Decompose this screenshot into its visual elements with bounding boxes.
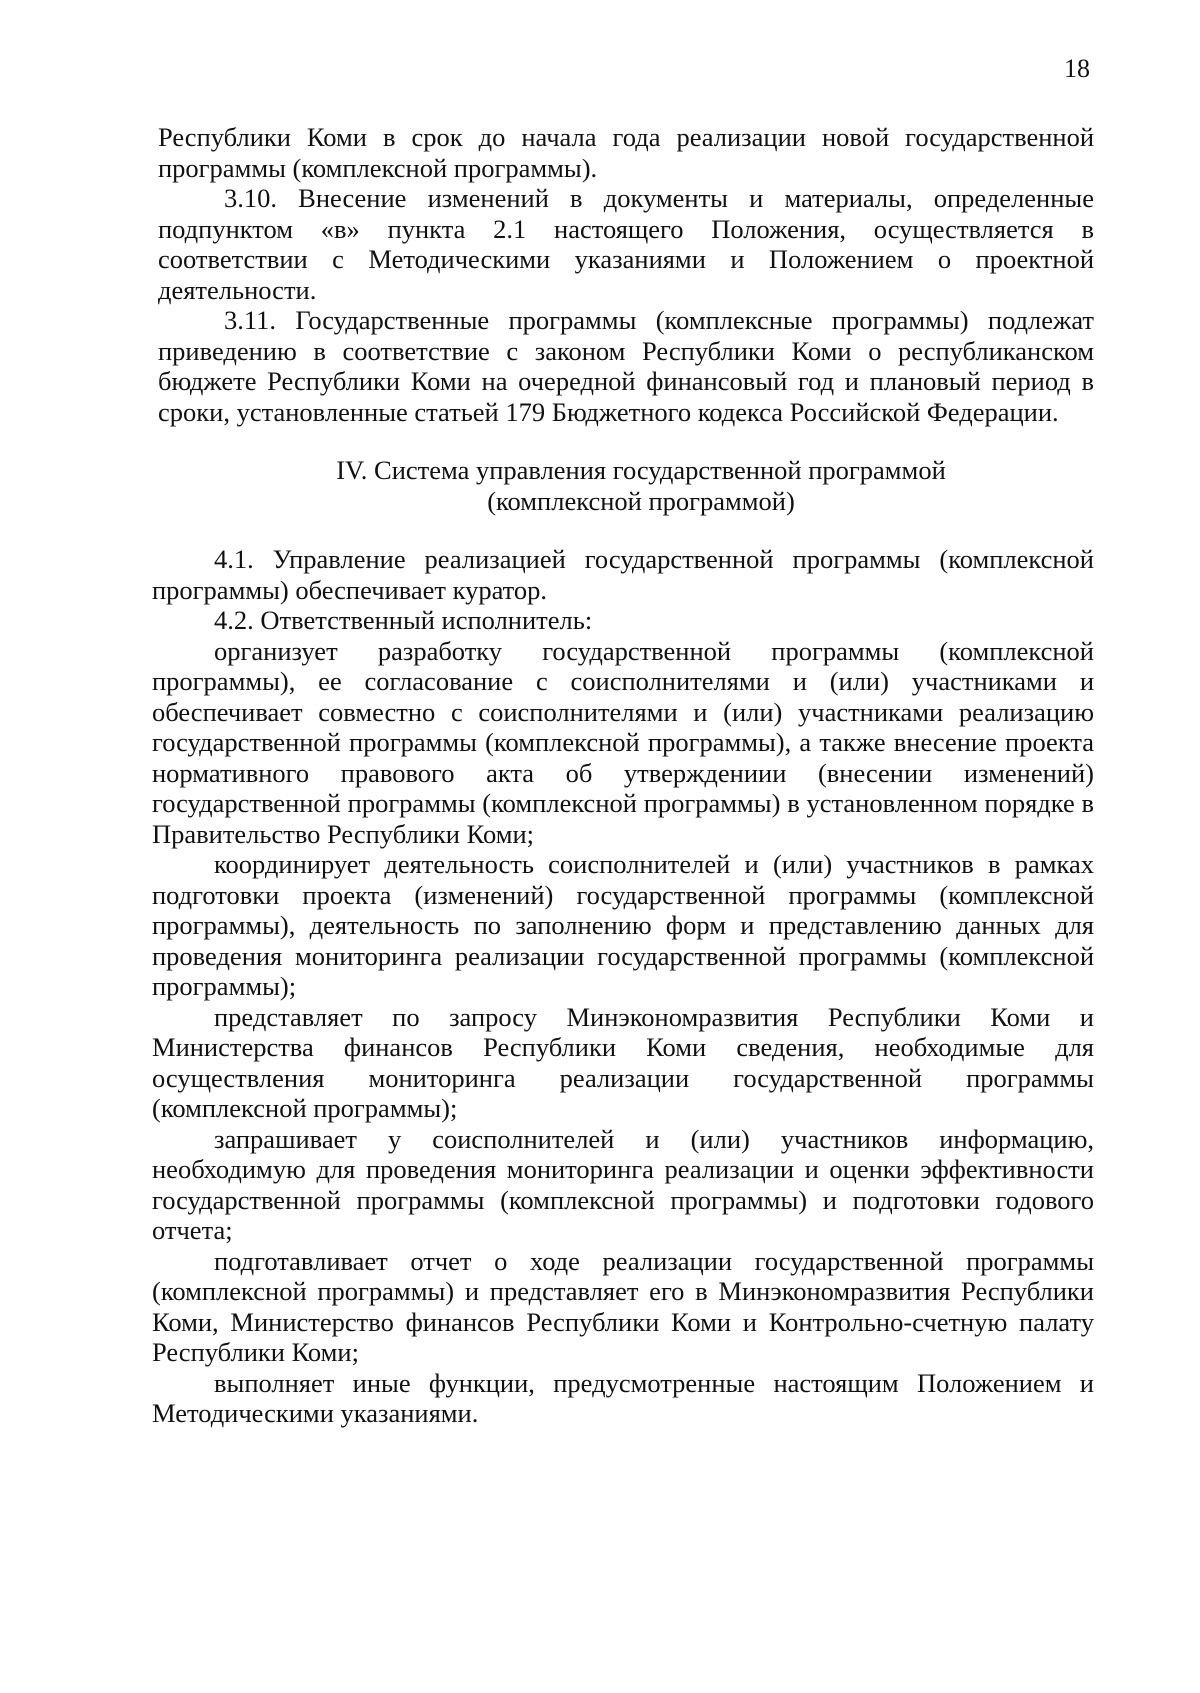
page-number: 18 (1064, 54, 1090, 83)
section-heading-line2: (комплексной программой) (487, 485, 795, 516)
paragraph-other: выполняет иные функции, предусмотренные настоящим Положением и Методическими указаниями. (152, 1367, 1094, 1428)
paragraph-report: подготавливает отчет о ходе реализации государственной программы (комплексной программы) и представляет его в Минэкономразвития Республики Коми, Министерство финансов Республики Коми и Контрольно-счетную палату Республики Коми; (152, 1245, 1094, 1367)
section-heading (158, 455, 1094, 516)
section-heading-line1: IV. Система управления государственной программой (336, 455, 946, 485)
paragraph-request: запрашивает у соисполнителей и (или) участников информацию, необходимую для проведения мониторинга реализации и оценки эффективности государственной программы (комплексной программы) и подготовки годового отчета; (152, 1123, 1094, 1245)
paragraph-3-10: 3.10. Внесение изменений в документы и материалы, определенные подпунктом «в» пункта 2.1 настоящего Положения, осуществляется в соответствии с Методическими указаниями и Положением о проектной деятельности. (158, 183, 1094, 305)
paragraph-4-1: 4.1. Управление реализацией государственной программы (комплексной программы) обеспечивает куратор. (152, 544, 1094, 605)
paragraph-organize: организует разработку государственной программы (комплексной программы), ее согласование с соисполнителями и (или) участниками и обеспечивает совместно с соисполнителями и (или) участниками реализацию государственной программы (комплексной программы), а также внесение проекта нормативного правового акта об утверждениии (внесении изменений) государственной программы (комплексной программы) в установленном порядке в Правительство Республики Коми; (152, 635, 1094, 849)
paragraph-provide: представляет по запросу Минэкономразвития Республики Коми и Министерства финансов Республики Коми сведения, необходимые для осуществления мониторинга реализации государственной программы (комплексной программы); (152, 1001, 1094, 1123)
paragraph-continuation: Республики Коми в срок до начала года реализации новой государственной программы (комплексной программы). (158, 122, 1094, 183)
paragraph-4-2: 4.2. Ответственный исполнитель: (214, 605, 593, 635)
paragraph-coordinate: координирует деятельность соисполнителей и (или) участников в рамках подготовки проекта (изменений) государственной программы (комплексной программы), деятельность по заполнению форм и представлению данных для проведения мониторинга реализации государственной программы (комплексной программы); (152, 849, 1094, 1001)
section-body (152, 544, 1094, 1429)
document-body (152, 122, 1094, 1429)
paragraph-3-11: 3.11. Государственные программы (комплексные программы) подлежат приведению в соответствие с законом Республики Коми о республиканском бюджете Республики Коми на очередной финансовый год и плановый период в сроки, установленные статьей 179 Бюджетного кодекса Российской Федерации. (158, 305, 1094, 427)
